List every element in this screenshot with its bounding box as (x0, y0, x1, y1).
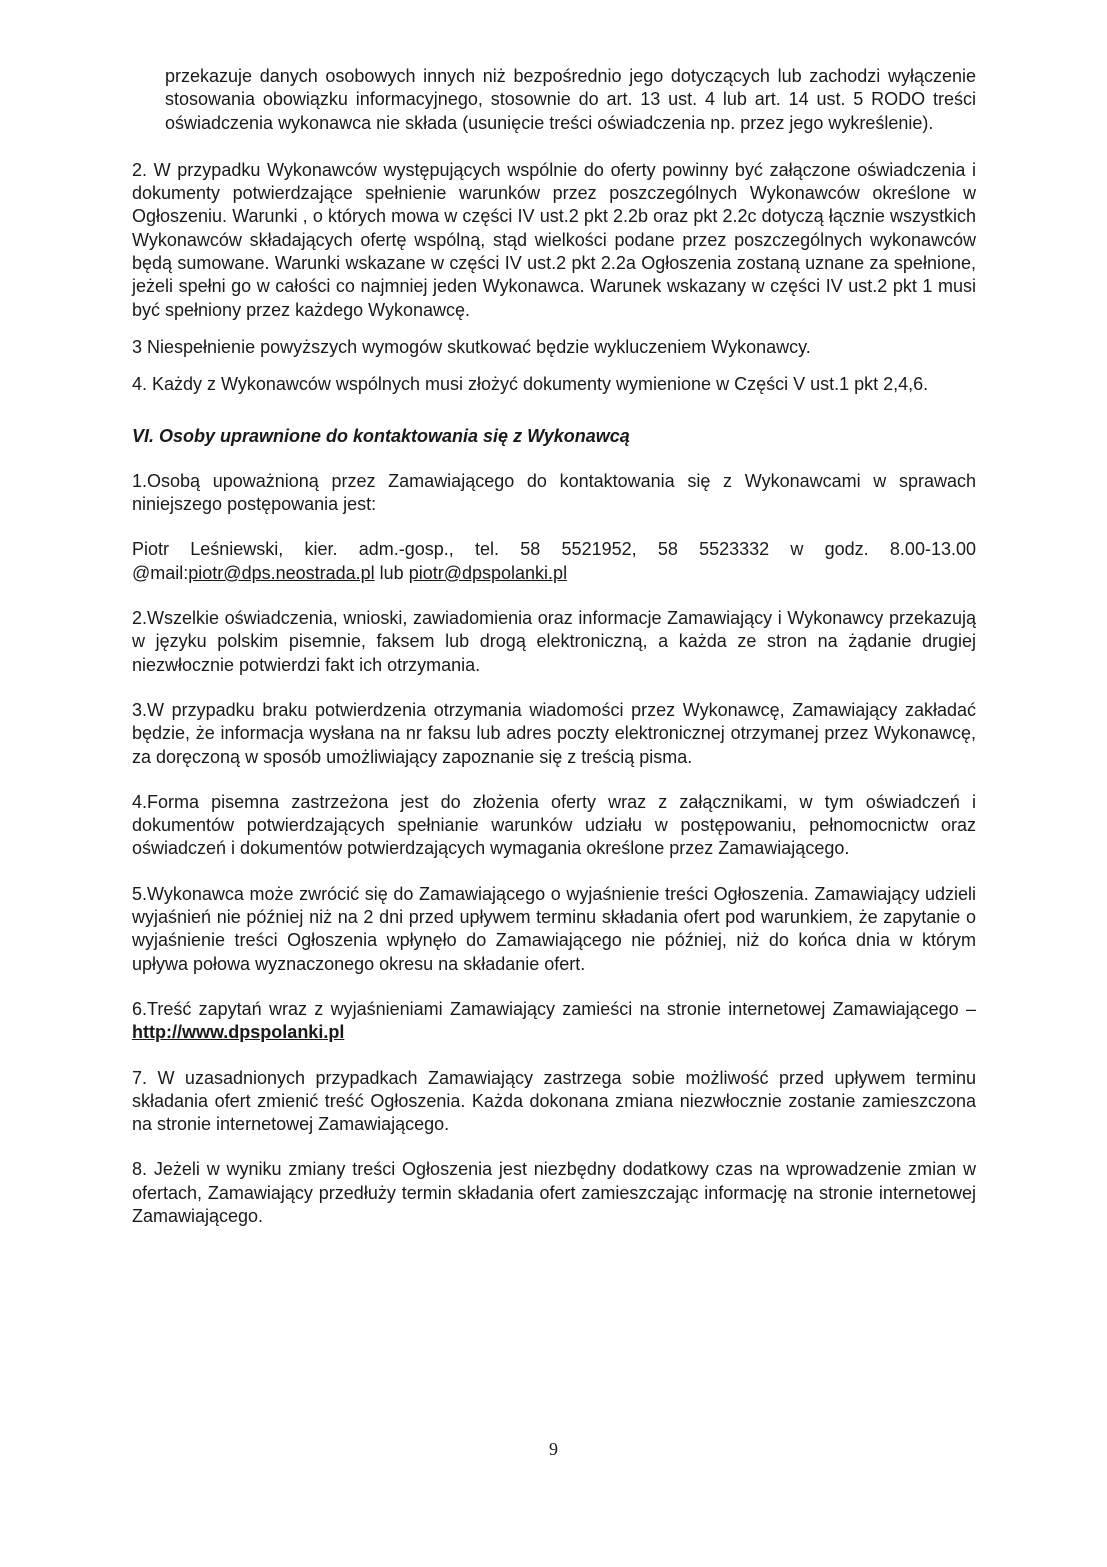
paragraph-rodo-continuation: przekazuje danych osobowych innych niż bezpośrednio jego dotyczących lub zachodzi wyłączenie stosowania obowiązku informacyjnego, stosownie do art. 13 ust. 4 lub art. 14 ust. 5 RODO treści oświadczenia wykonawca nie składa (usunięcie treści oświadczenia np. przez jego wykreślenie). (165, 66, 976, 133)
paragraph-contact-person: 1.Osobą upoważnioną przez Zamawiającego do kontaktowania się z Wykonawcami w sprawach niniejszego postępowania jest: (132, 470, 976, 515)
paragraph-confirmation: 3.W przypadku braku potwierdzenia otrzymania wiadomości przez Wykonawcę, Zamawiający zakładać będzie, że informacja wysłana na nr faksu lub adres poczty elektronicznej otrzymanej przez Wykonawcę, za doręczoną w sposób umożliwiający zapoznanie się z treścią pisma. (132, 699, 976, 767)
paragraph-contact-details (132, 538, 976, 585)
contact-or: lub (374, 562, 409, 583)
paragraph-clarifications: 5.Wykonawca może zwrócić się do Zamawiającego o wyjaśnienie treści Ogłoszenia. Zamawiający udzieli wyjaśnień nie później niż na 2 dni przed upływem terminu składania ofert pod warunkiem, że zapytanie o wyjaśnienie treści Ogłoszenia wpłynęło do Zamawiającego nie później, niż do końca dnia w którym upływa połowa wyznaczonego okresu na składanie ofert. (132, 883, 976, 974)
page-number: 9 (549, 1439, 558, 1459)
paragraph-exclusion: 3 Niespełnienie powyższych wymogów skutkować będzie wykluczeniem Wykonawcy. (132, 336, 811, 357)
contact-text: Piotr Leśniewski, kier. adm.-gosp., tel. 58 5521952, 58 5523332 w godz. 8.00-13.00 @mail: (132, 539, 976, 583)
paragraph-written-form: 4.Forma pisemna zastrzeżona jest do złożenia oferty wraz z załącznikami, w tym oświadczeń i dokumentów potwierdzających spełnianie warunków udziału w postępowaniu, pełnomocnictw oraz oświadczeń i dokumentów potwierdzających wymagania określone przez Zamawiającego. (132, 791, 976, 859)
paragraph-documents: 4. Każdy z Wykonawców wspólnych musi złożyć dokumenty wymienione w Części V ust.1 pkt 2,4,6. (132, 374, 929, 395)
paragraph-joint-contractors: 2. W przypadku Wykonawców występujących wspólnie do oferty powinny być załączone oświadczenia i dokumenty potwierdzające spełnienie warunków przez poszczególnych Wykonawców określone w Ogłoszeniu. Warunki , o których mowa w części IV ust.2 pkt 2.2b oraz pkt 2.2c dotyczą łącznie wszystkich Wykonawców składających ofertę wspólną, stąd wielkości podane przez poszczególnych wykonawców będą sumowane. Warunki wskazane w części IV ust.2 pkt 2.2a Ogłoszenia zostaną uznane za spełnione, jeżeli spełni go w całości co najmniej jeden Wykonawca. Warunek wskazany w części IV ust.2 pkt 1 musi być spełniony przez każdego Wykonawcę. (132, 159, 976, 320)
document-page (132, 65, 976, 1228)
email-link-neostrada[interactable]: piotr@dps.neostrada.pl (188, 562, 375, 583)
paragraph-website (132, 998, 976, 1045)
email-link-dpspolanki[interactable]: piotr@dpspolanki.pl (408, 562, 568, 583)
website-text: 6.Treść zapytań wraz z wyjaśnieniami Zamawiający zamieści na stronie internetowej Zamawiającego – (132, 998, 976, 1019)
website-link[interactable]: http://www.dpspolanki.pl (132, 1022, 345, 1043)
section-heading: VI. Osoby uprawnione do kontaktowania się z Wykonawcą (132, 425, 630, 446)
paragraph-changes: 7. W uzasadnionych przypadkach Zamawiający zastrzega sobie możliwość przed upływem terminu składania ofert zmienić treść Ogłoszenia. Każda dokonana zmiana niezwłocznie zostanie zamieszczona na stronie internetowej Zamawiającego. (132, 1067, 976, 1135)
paragraph-communication: 2.Wszelkie oświadczenia, wnioski, zawiadomienia oraz informacje Zamawiający i Wykonawcy przekazują w języku polskim pisemnie, faksem lub drogą elektroniczną, a każda ze stron na żądanie drugiej niezwłocznie potwierdzi fakt ich otrzymania. (132, 608, 976, 675)
paragraph-extension: 8. Jeżeli w wyniku zmiany treści Ogłoszenia jest niezbędny dodatkowy czas na wprowadzenie zmian w ofertach, Zamawiający przedłuży termin składania ofert zamieszczając informację na stronie internetowej Zamawiającego. (132, 1159, 976, 1226)
